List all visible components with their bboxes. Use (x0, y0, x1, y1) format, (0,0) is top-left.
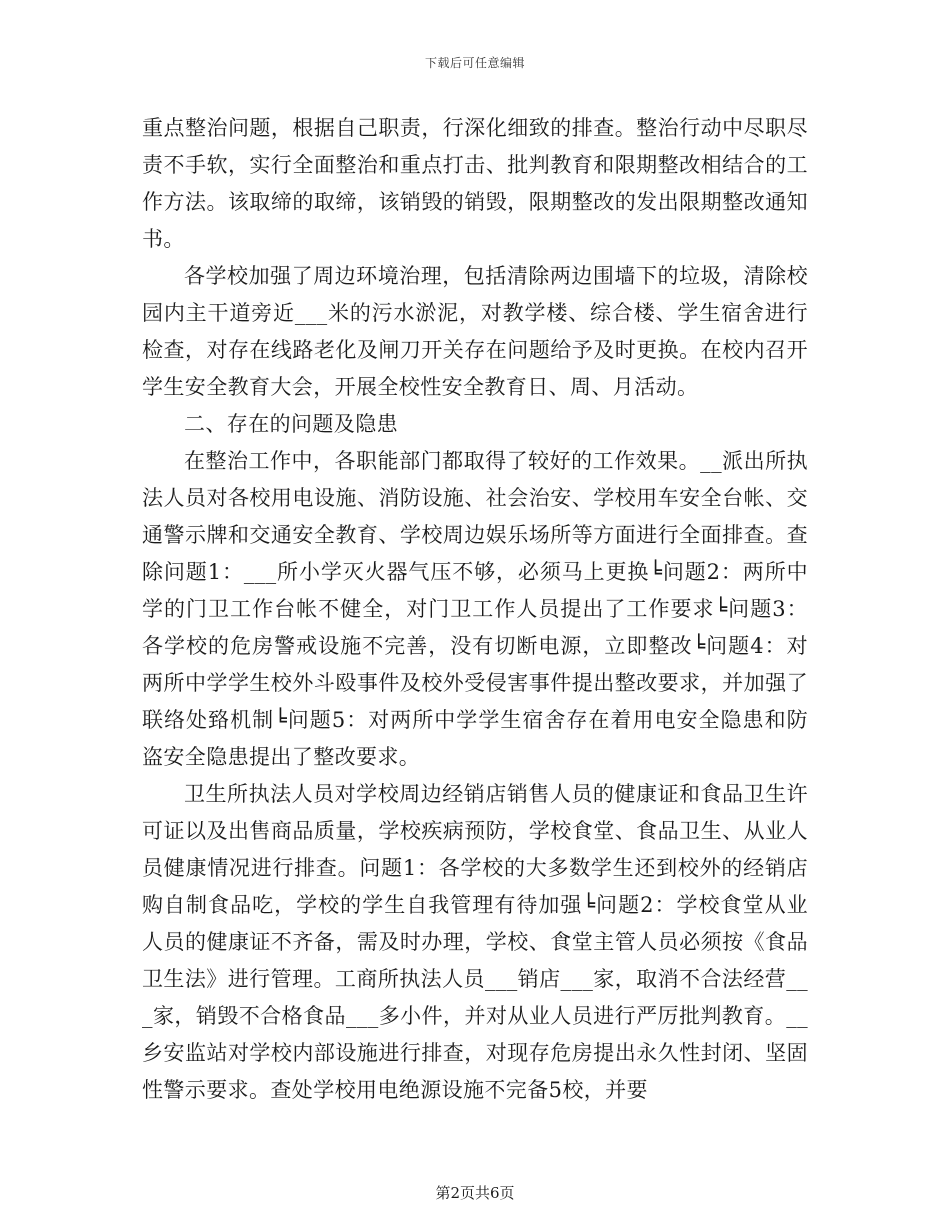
paragraph-2: 各学校加强了周边环境治理，包括清除两边围墙下的垃圾，清除校园内主干道旁近___米的污水淤泥，对教学楼、综合楼、学生宿舍进行检查，对存在线路老化及闸刀开关存在问题给予及时更换。在校内召开学生安全教育大会，开展全校性安全教育日、周、月活动。 (142, 264, 808, 399)
page-header: 下载后可任意编辑 (424, 56, 525, 70)
paragraph-4: 卫生所执法人员对学校周边经销店销售人员的健康证和食品卫生许可证以及出售商品质量，学校疾病预防，学校食堂、食品卫生、从业人员健康情况进行排查。问题1：各学校的大多数学生还到校外的经销店购自制食品吃，学校的学生自我管理有待加强╘问题2：学校食堂从业人员的健康证不齐备，需及时办理，学校、食堂主管人员必须按《食品卫生法》进行管理。工商所执法人员___销店___家，取消不合法经营___家，销毁不合格食品___多小件，并对从业人员进行严厉批判教育。__乡安监站对学校内部设施进行排查，对现存危房提出永久性封闭、坚固性警示要求。查处学校用电绝源设施不完备5校，并要 (142, 782, 808, 1102)
paragraph-3: 在整治工作中，各职能部门都取得了较好的工作效果。__派出所执法人员对各校用电设施、消防设施、社会治安、学校用车安全台帐、交通警示牌和交通安全教育、学校周边娱乐场所等方面进行全面排查。查除问题1：___所小学灭火器气压不够，必须马上更换╘问题2：两所中学的门卫工作台帐不健全，对门卫工作人员提出了工作要求╘问题3：各学校的危房警戒设施不完善，没有切断电源，立即整改╘问题4：对两所中学学生校外斗殴事件及校外受侵害事件提出整改要求，并加强了联络处臵机制╘问题5：对两所中学学生宿舍存在着用电安全隐患和防盗安全隐患提出了整改要求。 (142, 449, 808, 769)
paragraph-1: 重点整治问题，根据自己职责，行深化细致的排查。整治行动中尽职尽责不手软，实行全面整治和重点打击、批判教育和限期整改相结合的工作方法。该取缔的取缔，该销毁的销毁，限期整改的发出限期整改通知书。 (142, 116, 808, 251)
document-body (142, 110, 808, 1109)
section-heading: 二、存在的问题及隐患 (184, 412, 398, 436)
page-footer: 第2页共6页 (435, 1184, 515, 1202)
